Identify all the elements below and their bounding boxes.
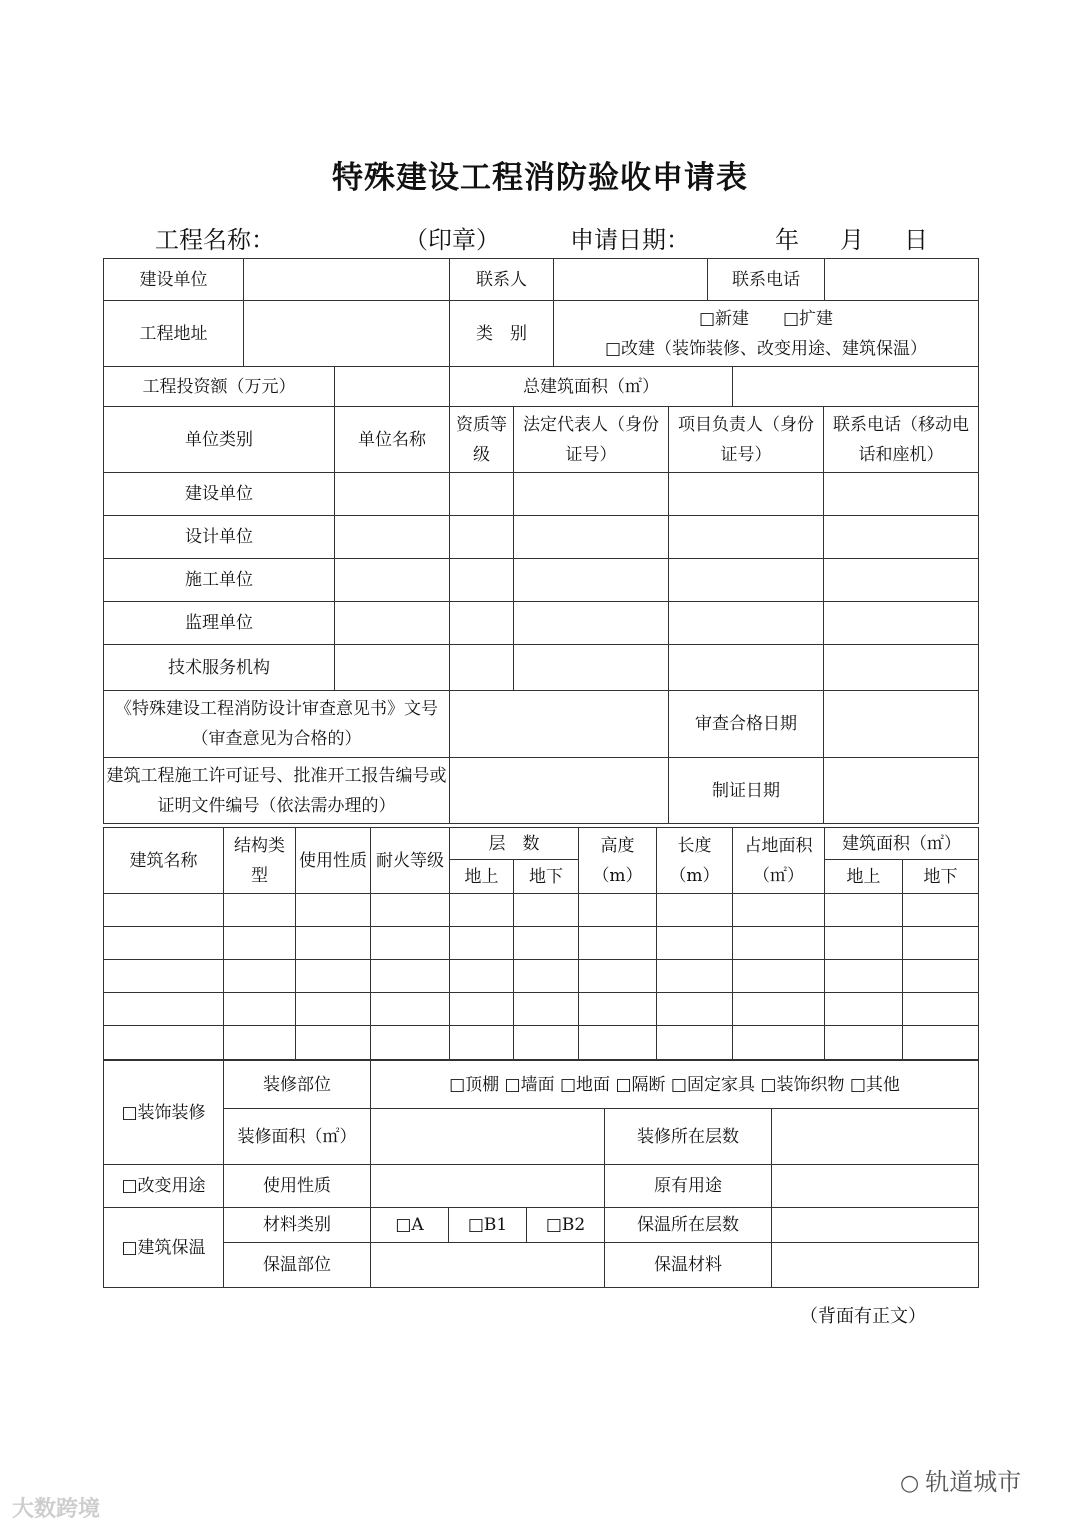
- table-row: [104, 927, 979, 960]
- qualification-header: 资质等级: [450, 407, 514, 473]
- review-date-label: 审查合格日期: [669, 691, 824, 758]
- new-build-checkbox[interactable]: □新建: [698, 308, 749, 329]
- deco-area-field[interactable]: [371, 1109, 605, 1165]
- original-use-label: 原有用途: [605, 1165, 772, 1208]
- original-use-field[interactable]: [772, 1165, 979, 1208]
- builder-label: 建设单位: [104, 259, 244, 301]
- height-header: 高度（m）: [579, 828, 657, 894]
- legal-rep-header: 法定代表人（身份证号）: [514, 407, 669, 473]
- table-row: [104, 559, 979, 602]
- phone-label: 联系电话: [708, 259, 825, 301]
- contact-field[interactable]: [554, 259, 708, 301]
- month-label: 月: [840, 226, 864, 254]
- apply-date-label: 申请日期：: [570, 226, 690, 254]
- insulation-floor-field[interactable]: [772, 1208, 979, 1243]
- category-label: 类 别: [450, 301, 554, 367]
- watermark-left: [12, 1492, 100, 1523]
- unit-row-label: 监理单位: [104, 602, 335, 645]
- review-doc-label: 《特殊建设工程消防设计审查意见书》文号（审查意见为合格的）: [104, 691, 450, 758]
- table-row: [104, 1026, 979, 1060]
- unit-name-header: 单位名称: [335, 407, 450, 473]
- expand-checkbox[interactable]: □扩建: [783, 308, 834, 329]
- seal-label: （印章）: [404, 226, 500, 254]
- units-table: [103, 406, 979, 824]
- insulation-part-label: 保温部位: [224, 1243, 371, 1288]
- insulation-material-field[interactable]: [772, 1243, 979, 1288]
- builder-field[interactable]: [244, 259, 450, 301]
- floors-below-header: 地下: [514, 860, 579, 894]
- insulation-floor-label: 保温所在层数: [605, 1208, 772, 1243]
- use-change-checkbox[interactable]: □改变用途: [104, 1165, 224, 1208]
- project-name-label: 工程名称：: [155, 226, 275, 254]
- permit-date-field[interactable]: [824, 758, 979, 824]
- form-title: 特殊建设工程消防验收申请表: [332, 160, 748, 196]
- use-nature-field[interactable]: [371, 1165, 605, 1208]
- length-header: 长度（m）: [657, 828, 733, 894]
- floors-header: 层 数: [450, 828, 579, 860]
- phone-field[interactable]: [825, 259, 979, 301]
- floor-area-header: 建筑面积（㎡）: [825, 828, 979, 860]
- fire-rating-header: 耐火等级: [371, 828, 450, 894]
- total-area-label: 总建筑面积（㎡）: [450, 367, 733, 407]
- investment-label: 工程投资额（万元）: [104, 367, 335, 407]
- watermark-left-text: 大数跨境: [12, 1497, 101, 1522]
- deco-part-options[interactable]: □顶棚 □墙面 □地面 □隔断 □固定家具 □装饰织物 □其他: [371, 1061, 979, 1109]
- year-label: 年: [775, 226, 799, 254]
- permit-date-label: 制证日期: [669, 758, 824, 824]
- renovation-checkbox[interactable]: □改建（装饰装修、改变用途、建筑保温）: [604, 338, 928, 359]
- review-doc-field[interactable]: [450, 691, 669, 758]
- material-type-label: 材料类别: [224, 1208, 371, 1243]
- deco-part-label: 装修部位: [224, 1061, 371, 1109]
- insulation-checkbox[interactable]: □建筑保温: [104, 1208, 224, 1288]
- total-area-field[interactable]: [733, 367, 979, 407]
- class-b1-checkbox[interactable]: □B1: [449, 1208, 527, 1243]
- project-manager-header: 项目负责人（身份证号）: [669, 407, 824, 473]
- review-date-field[interactable]: [824, 691, 979, 758]
- contact-label: 联系人: [450, 259, 554, 301]
- area-below-header: 地下: [903, 860, 979, 894]
- unit-type-header: 单位类别: [104, 407, 335, 473]
- investment-field[interactable]: [335, 367, 450, 407]
- footprint-header: 占地面积（㎡）: [733, 828, 825, 894]
- renovation-table: [103, 1060, 979, 1288]
- unit-row-label: 建设单位: [104, 473, 335, 516]
- class-a-checkbox[interactable]: □A: [371, 1208, 449, 1243]
- permit-doc-label: 建筑工程施工许可证号、批准开工报告编号或证明文件编号（依法需办理的）: [104, 758, 450, 824]
- permit-doc-field[interactable]: [450, 758, 669, 824]
- address-label: 工程地址: [104, 301, 244, 367]
- basic-info-table: [103, 258, 979, 367]
- watermark-right: [900, 1462, 1021, 1497]
- table-row: [104, 993, 979, 1026]
- unit-row-label: 技术服务机构: [104, 645, 335, 691]
- unit-row-label: 施工单位: [104, 559, 335, 602]
- table-row: [104, 645, 979, 691]
- building-table: [103, 827, 979, 1060]
- class-b2-checkbox[interactable]: □B2: [527, 1208, 605, 1243]
- wechat-icon: ○: [900, 1471, 920, 1496]
- watermark-right-text: 轨道城市: [925, 1468, 1022, 1496]
- table-row: [104, 894, 979, 927]
- category-options: [554, 301, 979, 367]
- table-row: [104, 516, 979, 559]
- investment-table: [103, 366, 979, 407]
- deco-floor-label: 装修所在层数: [605, 1109, 772, 1165]
- building-name-header: 建筑名称: [104, 828, 224, 894]
- use-nature-label: 使用性质: [224, 1165, 371, 1208]
- decoration-checkbox[interactable]: □装饰装修: [104, 1061, 224, 1165]
- structure-header: 结构类型: [224, 828, 296, 894]
- unit-phone-header: 联系电话（移动电话和座机）: [824, 407, 979, 473]
- table-row: [104, 960, 979, 993]
- usage-header: 使用性质: [296, 828, 371, 894]
- insulation-part-field[interactable]: [371, 1243, 605, 1288]
- area-above-header: 地上: [825, 860, 903, 894]
- address-field[interactable]: [244, 301, 450, 367]
- deco-area-label: 装修面积（㎡）: [224, 1109, 371, 1165]
- table-row: [104, 473, 979, 516]
- deco-floor-field[interactable]: [772, 1109, 979, 1165]
- unit-row-label: 设计单位: [104, 516, 335, 559]
- table-row: [104, 602, 979, 645]
- day-label: 日: [904, 226, 928, 254]
- insulation-material-label: 保温材料: [605, 1243, 772, 1288]
- back-note: （背面有正文）: [800, 1306, 926, 1327]
- floors-above-header: 地上: [450, 860, 514, 894]
